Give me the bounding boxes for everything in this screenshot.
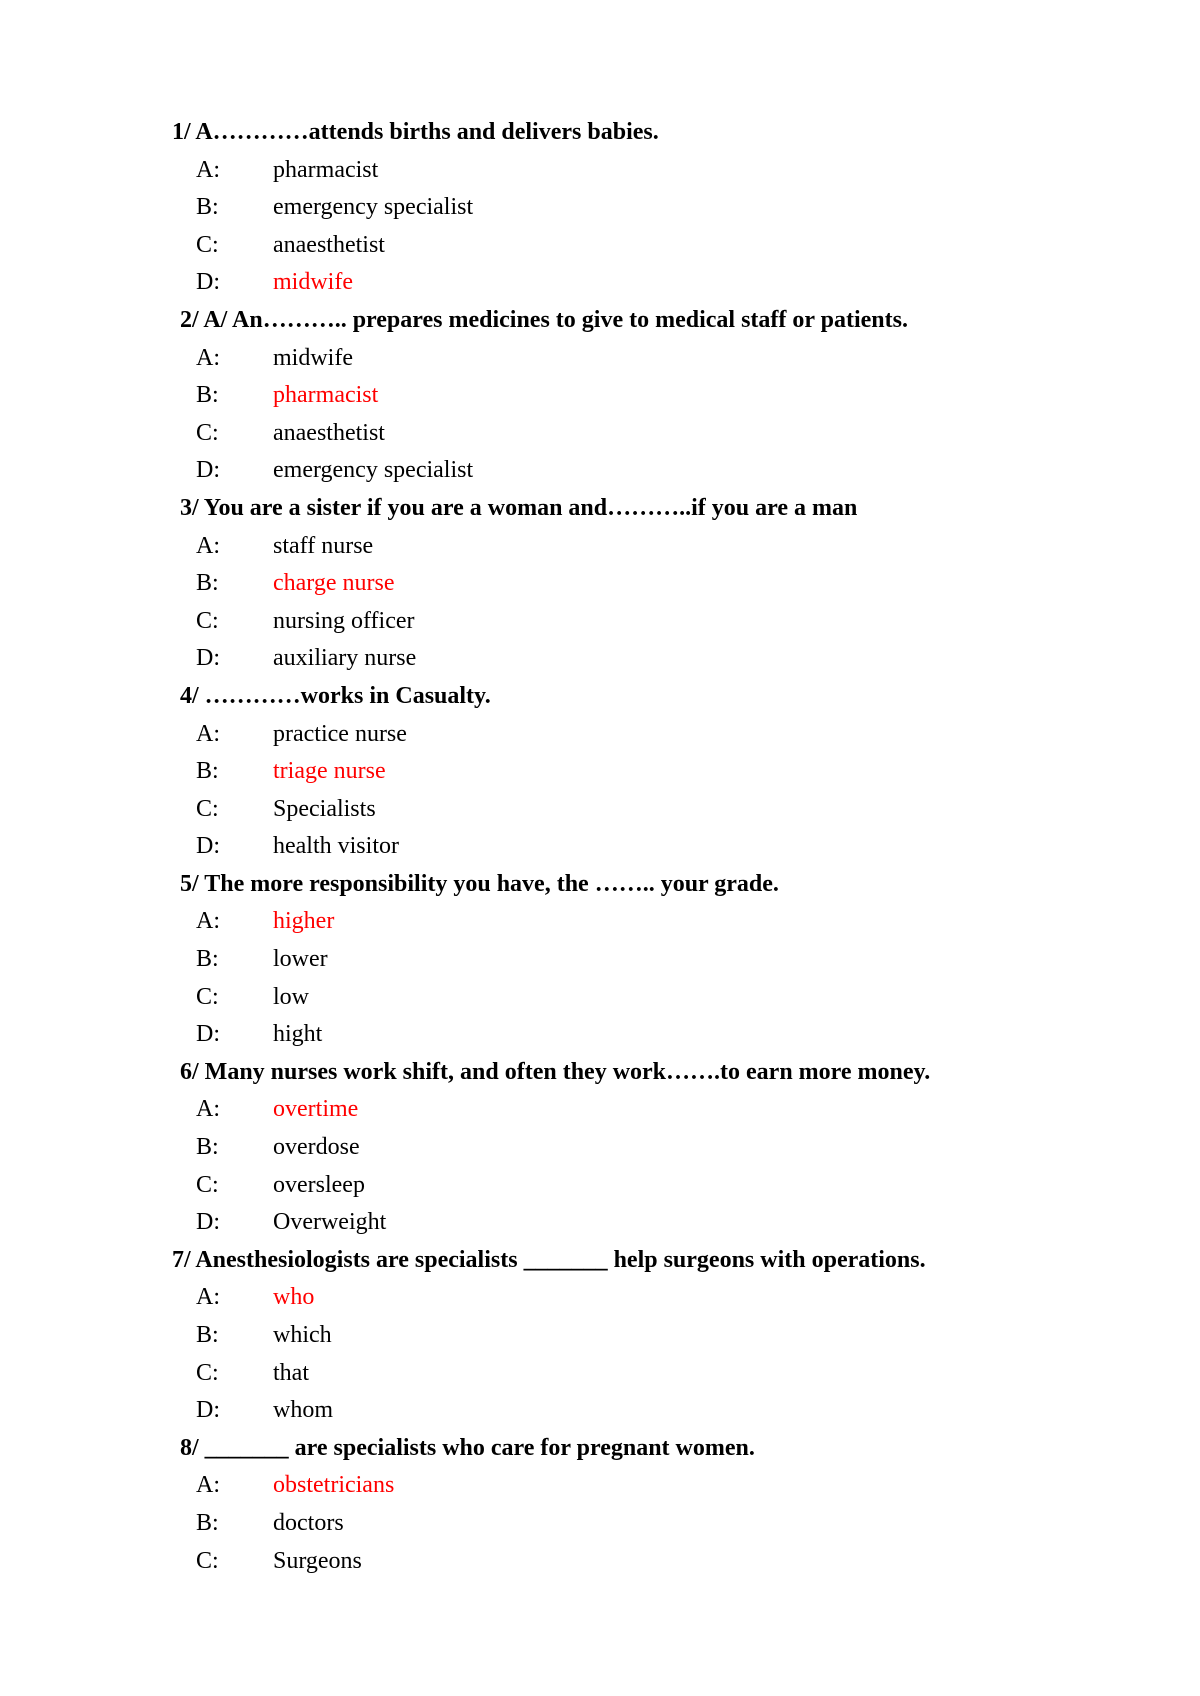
- answer-option: [0, 716, 1200, 754]
- answer-option: [0, 1543, 1200, 1581]
- answer-option: [0, 1467, 1200, 1505]
- correct-answer-text: who: [273, 1284, 315, 1311]
- question-text: 1/ A…………attends births and delivers babies.: [172, 119, 659, 145]
- question-text: 3/ You are a sister if you are a woman and………..if you are a man: [180, 494, 858, 521]
- option-letter: C:: [196, 983, 219, 1010]
- question-text: 6/ Many nurses work shift, and often they work…….to earn more money.: [180, 1058, 931, 1085]
- answer-option: [0, 791, 1200, 829]
- option-letter: A:: [196, 344, 220, 371]
- option-letter: C:: [196, 1359, 219, 1386]
- option-text: oversleep: [273, 1171, 365, 1198]
- option-text: nursing officer: [273, 607, 415, 634]
- answer-option: [0, 1279, 1200, 1317]
- option-text: lower: [273, 946, 328, 973]
- option-letter: C:: [196, 795, 219, 822]
- option-letter: A:: [196, 908, 220, 935]
- correct-answer-text: triage nurse: [273, 758, 386, 785]
- correct-answer-text: midwife: [273, 269, 353, 296]
- answer-option: [0, 264, 1200, 302]
- option-text: emergency specialist: [273, 194, 474, 221]
- option-letter: C:: [196, 1547, 219, 1574]
- correct-answer-text: charge nurse: [273, 570, 395, 597]
- answer-option: [0, 565, 1200, 603]
- answer-option: [0, 979, 1200, 1017]
- answer-option: [0, 640, 1200, 678]
- option-letter: A:: [196, 1096, 220, 1123]
- option-letter: A:: [196, 156, 220, 183]
- option-text: midwife: [273, 344, 353, 371]
- answer-option: [0, 1016, 1200, 1054]
- answer-option: [0, 1392, 1200, 1430]
- answer-option: [0, 903, 1200, 941]
- option-text: whom: [273, 1397, 333, 1424]
- option-letter: B:: [196, 946, 219, 973]
- option-letter: D:: [196, 1021, 220, 1048]
- option-letter: D:: [196, 457, 220, 484]
- option-text: staff nurse: [273, 532, 374, 559]
- option-text: Specialists: [273, 795, 376, 822]
- option-text: doctors: [273, 1509, 344, 1536]
- option-letter: B:: [196, 758, 219, 785]
- option-letter: C:: [196, 231, 219, 258]
- option-text: pharmacist: [273, 156, 379, 183]
- answer-option: [0, 452, 1200, 490]
- correct-answer-text: pharmacist: [273, 382, 379, 409]
- answer-option: [0, 1129, 1200, 1167]
- option-text: anaesthetist: [273, 419, 385, 446]
- option-text: health visitor: [273, 833, 399, 860]
- option-text: that: [273, 1359, 309, 1386]
- answer-option: [0, 1317, 1200, 1355]
- answer-option: [0, 340, 1200, 378]
- option-letter: C:: [196, 1171, 219, 1198]
- option-text: Surgeons: [273, 1547, 362, 1574]
- answer-option: [0, 1204, 1200, 1242]
- option-text: low: [273, 983, 309, 1010]
- option-letter: A:: [196, 1472, 220, 1499]
- option-letter: D:: [196, 833, 220, 860]
- option-letter: B:: [196, 194, 219, 221]
- option-text: emergency specialist: [273, 457, 474, 484]
- option-letter: A:: [196, 532, 220, 559]
- answer-option: [0, 603, 1200, 641]
- question-text: 4/ …………works in Casualty.: [180, 682, 491, 709]
- option-letter: D:: [196, 1209, 220, 1236]
- option-letter: D:: [196, 269, 220, 296]
- option-letter: D:: [196, 645, 220, 672]
- option-text: hight: [273, 1021, 323, 1048]
- option-letter: A:: [196, 720, 220, 747]
- correct-answer-text: higher: [273, 908, 335, 935]
- question-text: 5/ The more responsibility you have, the …….. your grade.: [180, 870, 779, 897]
- option-letter: B:: [196, 1509, 219, 1536]
- correct-answer-text: overtime: [273, 1096, 359, 1123]
- answer-option: [0, 1167, 1200, 1205]
- answer-option: [0, 415, 1200, 453]
- option-letter: C:: [196, 419, 219, 446]
- answer-option: [0, 377, 1200, 415]
- option-text: which: [273, 1322, 332, 1348]
- answer-option: [0, 528, 1200, 566]
- option-letter: B:: [196, 1134, 219, 1161]
- question-text: 8/ _______ are specialists who care for pregnant women.: [180, 1434, 755, 1461]
- answer-option: [0, 828, 1200, 866]
- option-letter: C:: [196, 607, 219, 634]
- answer-option: [0, 1091, 1200, 1129]
- option-letter: B:: [196, 570, 219, 597]
- answer-option: [0, 1505, 1200, 1543]
- option-letter: B:: [196, 382, 219, 409]
- question-text: 7/ Anesthesiologists are specialists _______ help surgeons with operations.: [172, 1246, 926, 1273]
- option-letter: D:: [196, 1397, 220, 1424]
- answer-option: [0, 152, 1200, 190]
- option-text: practice nurse: [273, 720, 407, 747]
- option-letter: A:: [196, 1284, 220, 1311]
- option-text: anaesthetist: [273, 231, 385, 258]
- answer-option: [0, 1355, 1200, 1393]
- answer-option: [0, 941, 1200, 979]
- correct-answer-text: obstetricians: [273, 1472, 395, 1499]
- option-text: Overweight: [273, 1209, 387, 1236]
- quiz-list: [0, 114, 1200, 1580]
- option-text: overdose: [273, 1134, 360, 1161]
- answer-option: [0, 189, 1200, 227]
- answer-option: [0, 753, 1200, 791]
- option-text: auxiliary nurse: [273, 645, 417, 672]
- question-text: 2/ A/ An……….. prepares medicines to give to medical staff or patients.: [180, 306, 908, 333]
- option-letter: B:: [196, 1322, 219, 1348]
- answer-option: [0, 227, 1200, 265]
